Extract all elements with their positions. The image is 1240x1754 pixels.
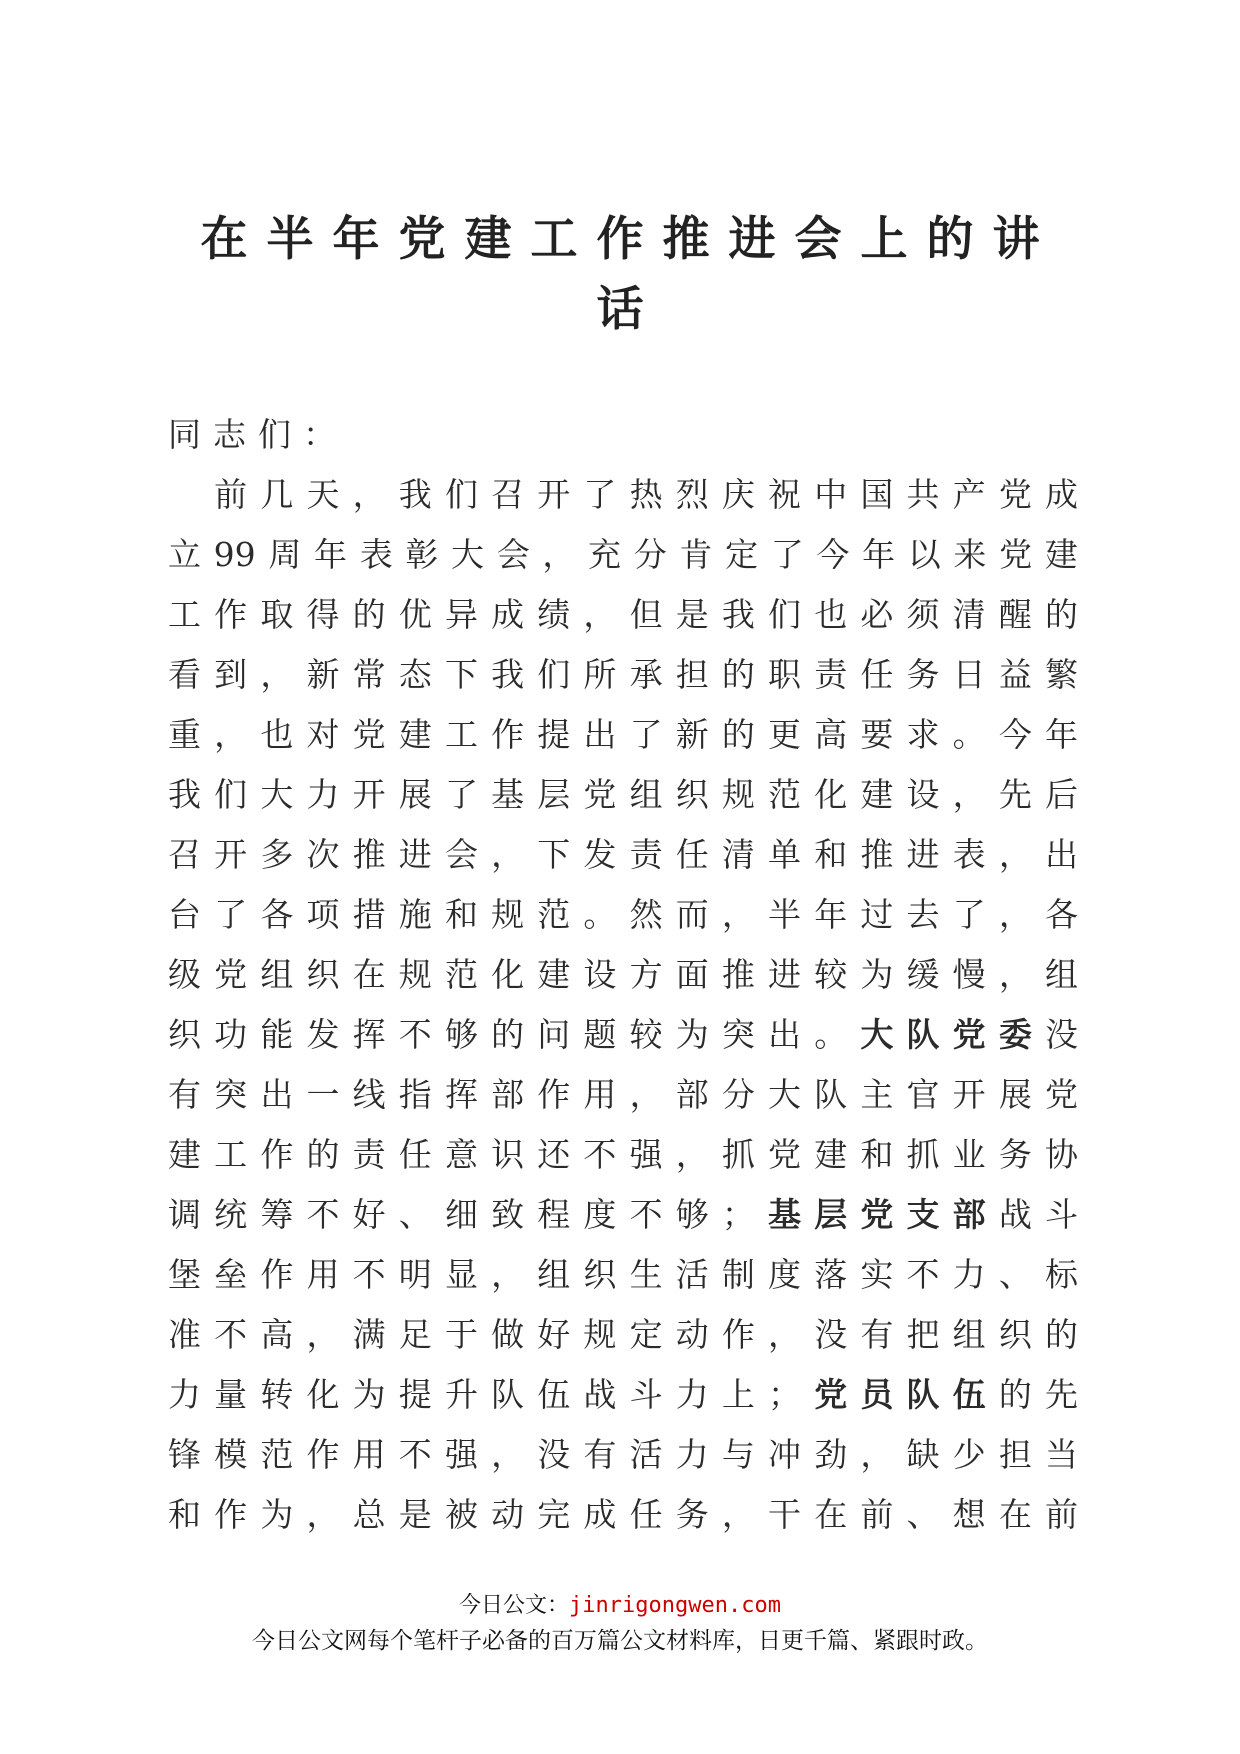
text-line: 织 功 能 发 挥 不 够 的 问 题 较 为 突 出 。 大 队 党 委 没: [168, 1015, 1078, 1054]
title-line-1: 在半年党建工作推进会上的讲: [200, 212, 1059, 267]
text-line: 调 统 筹 不 好 、 细 致 程 度 不 够 ； 基 层 党 支 部 战 斗: [168, 1195, 1078, 1234]
text-line: 重 ， 也 对 党 建 工 作 提 出 了 新 的 更 高 要 求 。 今 年: [168, 715, 1078, 754]
title-line-2: 话: [596, 282, 663, 337]
text-line: 力 量 转 化 为 提 升 队 伍 战 斗 力 上 ； 党 员 队 伍 的 先: [168, 1375, 1078, 1414]
text-line: 工 作 取 得 的 优 异 成 绩 ， 但 是 我 们 也 必 须 清 醒 的: [168, 595, 1078, 634]
text-line: 级 党 组 织 在 规 范 化 建 设 方 面 推 进 较 为 缓 慢 ， 组: [168, 955, 1078, 994]
salutation: 同志们：: [168, 415, 348, 454]
text-line: 和 作 为 ， 总 是 被 动 完 成 任 务 ， 干 在 前 、 想 在 前: [168, 1495, 1078, 1534]
text-line: 台 了 各 项 措 施 和 规 范 。 然 而 ， 半 年 过 去 了 ， 各: [168, 895, 1078, 934]
text-line: 召 开 多 次 推 进 会 ， 下 发 责 任 清 单 和 推 进 表 ， 出: [168, 835, 1078, 874]
text-line: 锋 模 范 作 用 不 强 ， 没 有 活 力 与 冲 劲 ， 缺 少 担 当: [168, 1435, 1078, 1474]
footer-site-link[interactable]: jinrigongwen.com: [569, 1593, 781, 1618]
text-line: 前 几 天 ， 我 们 召 开 了 热 烈 庆 祝 中 国 共 产 党 成: [214, 475, 1078, 514]
text-line: 建 工 作 的 责 任 意 识 还 不 强 ， 抓 党 建 和 抓 业 务 协: [168, 1135, 1078, 1174]
text-line: 有 突 出 一 线 指 挥 部 作 用 ， 部 分 大 队 主 官 开 展 党: [168, 1075, 1078, 1114]
footer-tagline: 今日公文网每个笔杆子必备的百万篇公文材料库，日更千篇、紧跟时政。: [252, 1628, 988, 1654]
document-title: [0, 205, 1240, 345]
text-line: 立 99 周 年 表 彰 大 会 ， 充 分 肯 定 了 今 年 以 来 党 建: [168, 535, 1078, 574]
footer-label: 今日公文：: [459, 1593, 570, 1618]
text-line: 准 不 高 ， 满 足 于 做 好 规 定 动 作 ， 没 有 把 组 织 的: [168, 1315, 1078, 1354]
body-paragraph: [168, 465, 1078, 1545]
text-line: 我 们 大 力 开 展 了 基 层 党 组 织 规 范 化 建 设 ， 先 后: [168, 775, 1078, 814]
footer-source: [0, 1588, 1240, 1619]
text-line: 堡 垒 作 用 不 明 显 ， 组 织 生 活 制 度 落 实 不 力 、 标: [168, 1255, 1078, 1294]
text-line: 看 到 ， 新 常 态 下 我 们 所 承 担 的 职 责 任 务 日 益 繁: [168, 655, 1078, 694]
